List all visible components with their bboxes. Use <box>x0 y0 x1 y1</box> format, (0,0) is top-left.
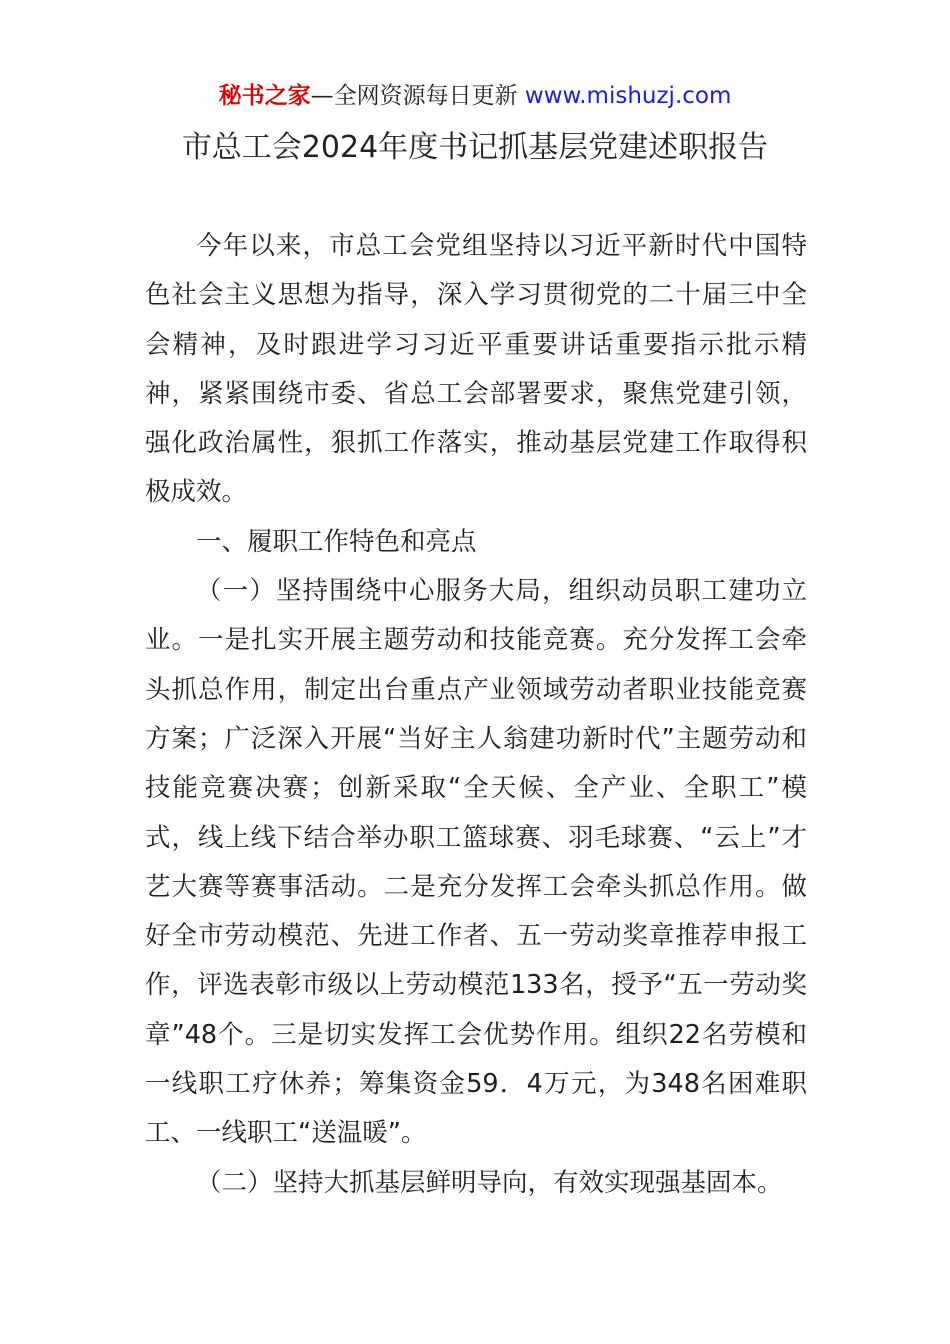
paragraph-section-one: （一）坚持围绕中心服务大局，组织动员职工建功立业。一是扎实开展主题劳动和技能竞赛。充分发挥工会牵头抓总作用，制定出台重点产业领域劳动者职业技能竞赛方案；广泛深入开展“当好主人翁建功新时代”主题劳动和技能竞赛决赛；创新采取“全天候、全产业、全职工”模式，线上线下结合举办职工篮球赛、羽毛球赛、“云上”才艺大赛等赛事活动。二是充分发挥工会牵头抓总作用。做好全市劳动模范、先进工作者、五一劳动奖章推荐申报工作，评选表彰市级以上劳动模范133名，授予“五一劳动奖章”48个。三是切实发挥工会优势作用。组织22名劳模和一线职工疗休养；筹集资金59．4万元，为348名困难职工、一线职工“送温暖”。 <box>145 576 807 1149</box>
section-heading: 一、履职工作特色和亮点 <box>196 526 477 557</box>
paragraph-intro: 今年以来，市总工会党组坚持以习近平新时代中国特色社会主义思想为指导，深入学习贯彻党的二十届三中全会精神，及时跟进学习习近平重要讲话重要指示批示精神，紧紧围绕市委、省总工会部署要求，聚焦党建引领，强化政治属性，狠抓工作落实，推动基层党建工作取得积极成效。 <box>145 231 807 508</box>
site-url-link[interactable]: www.mishuzj.com <box>524 83 732 109</box>
site-header <box>0 80 950 112</box>
document-body <box>145 222 807 1208</box>
site-name: 秘书之家 <box>218 83 311 109</box>
document-title: 市总工会2024年度书记抓基层党建述职报告 <box>181 130 769 165</box>
paragraph-section-two: （二）坚持大抓基层鲜明导向，有效实现强基固本。 <box>196 1167 783 1198</box>
site-tagline: —全网资源每日更新 <box>310 83 518 109</box>
